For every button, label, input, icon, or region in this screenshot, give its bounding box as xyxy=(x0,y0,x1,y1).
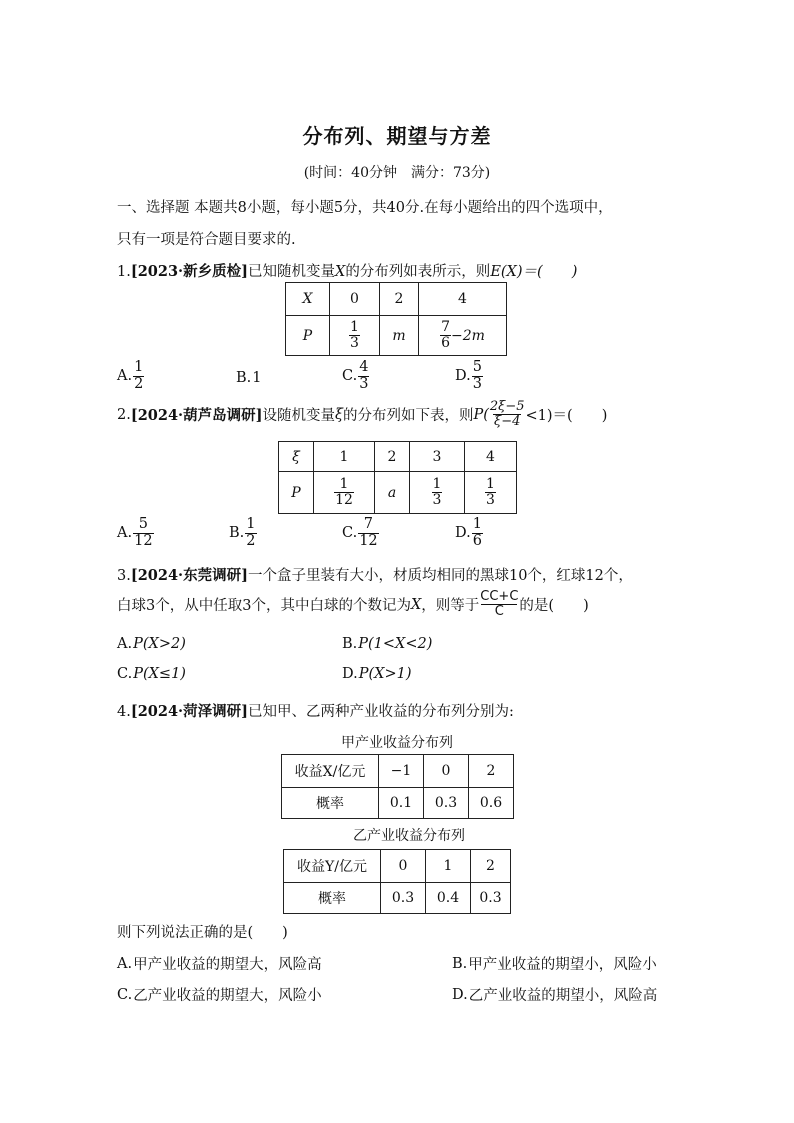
question-4-prompt: 则下列说法正确的是( ) xyxy=(117,925,288,941)
option-d[interactable] xyxy=(452,984,657,1005)
table-cell: 0.3 xyxy=(381,883,426,914)
table-cell xyxy=(330,316,380,356)
fraction xyxy=(349,320,360,352)
fraction-denominator: 12 xyxy=(335,492,353,508)
question-3-stem xyxy=(117,564,633,585)
option-label: D. xyxy=(342,666,358,682)
expectation-expr: E(X)＝( ) xyxy=(490,264,578,280)
table-cell: 1 xyxy=(426,850,471,883)
option-text: 1 xyxy=(252,370,262,386)
question-number: 4. xyxy=(117,704,131,720)
fraction xyxy=(472,517,483,550)
option-text: P(X>2) xyxy=(133,636,186,652)
fraction-denominator: 3 xyxy=(359,375,369,392)
option-c[interactable] xyxy=(117,984,322,1005)
option-a[interactable] xyxy=(117,517,154,550)
option-label: B. xyxy=(236,370,252,386)
fraction-denominator: 2 xyxy=(246,532,256,549)
stem-text: 的是( ) xyxy=(519,598,589,615)
question-1-table xyxy=(285,282,507,356)
question-source: [2024·东莞调研] xyxy=(130,567,248,584)
question-4-stem xyxy=(117,700,514,721)
option-label: A. xyxy=(117,955,133,972)
table-cell: P xyxy=(279,472,314,514)
option-c[interactable] xyxy=(117,666,186,682)
fraction-numerator: 5 xyxy=(472,359,482,375)
stem-text: 设随机变量 xyxy=(262,408,335,425)
table-cell: 0.4 xyxy=(426,883,471,914)
stem-text: ，则等于 xyxy=(421,598,480,615)
fraction-numerator: 1 xyxy=(486,475,495,492)
option-label: C. xyxy=(342,368,358,385)
stem-text: 已知甲、乙两种产业收益的分布列分别为: xyxy=(247,704,514,720)
option-b[interactable] xyxy=(342,636,432,652)
section-heading xyxy=(117,196,613,217)
table-cell: −1 xyxy=(379,755,424,788)
question-4-table-2 xyxy=(283,849,511,914)
table-cell: 收益X/亿元 xyxy=(282,755,379,788)
table-cell: 2 xyxy=(375,442,410,472)
variable: ξ xyxy=(334,406,343,423)
table-cell: 0.3 xyxy=(424,788,469,819)
variable: X xyxy=(410,596,422,613)
option-label: B. xyxy=(229,525,245,542)
question-1-stem xyxy=(117,260,577,281)
table-cell xyxy=(419,316,507,356)
fraction-denominator: 6 xyxy=(472,532,482,549)
option-a[interactable] xyxy=(117,360,144,393)
fraction-numerator: 1 xyxy=(339,475,349,492)
table-cell: 0 xyxy=(424,755,469,788)
fraction xyxy=(472,360,483,393)
option-text: P(X>1) xyxy=(358,666,412,682)
option-text: 甲产业收益的期望大，风险高 xyxy=(133,957,322,973)
fraction-numerator: 1 xyxy=(350,318,359,335)
fraction-denominator: ξ−4 xyxy=(494,414,521,430)
table-cell: 1 xyxy=(314,442,375,472)
table-cell: ξ xyxy=(279,442,314,472)
table-cell: P xyxy=(286,316,330,356)
fraction-numerator: 1 xyxy=(432,475,442,492)
option-text: P(X≤1) xyxy=(133,666,186,682)
fraction-denominator: 6 xyxy=(441,335,450,351)
option-b[interactable] xyxy=(236,370,262,386)
table-cell: 2 xyxy=(380,283,419,316)
option-b[interactable] xyxy=(229,517,257,550)
table-cell: a xyxy=(375,472,410,514)
question-source: [2024·菏泽调研] xyxy=(130,703,248,720)
question-3-stem-line-2 xyxy=(117,590,589,620)
option-label: C. xyxy=(342,525,358,542)
question-number: 3. xyxy=(117,568,131,584)
table-cell: 2 xyxy=(469,755,514,788)
stem-text: 白球3个，从中任取3个，其中白球的个数记为 xyxy=(117,598,411,615)
fraction-denominator: C xyxy=(481,604,517,619)
option-label: A. xyxy=(117,636,133,652)
table-2-caption: 乙产业收益分布列 xyxy=(353,828,465,844)
page-title: 分布列、期望与方差 xyxy=(302,124,492,148)
table-cell: 0.6 xyxy=(469,788,514,819)
table-cell: 收益Y/亿元 xyxy=(284,850,381,883)
fraction-numerator: 2ξ−5 xyxy=(489,399,525,414)
fraction-numerator: 1 xyxy=(246,516,256,532)
table-cell: 0 xyxy=(330,283,380,316)
option-label: D. xyxy=(452,986,468,1003)
option-text: 甲产业收益的期望小，风险小 xyxy=(468,957,657,973)
fraction xyxy=(358,517,378,550)
option-a[interactable] xyxy=(117,953,322,974)
question-source: [2024·葫芦岛调研] xyxy=(130,407,263,425)
option-b[interactable] xyxy=(452,953,657,974)
page-subtitle: (时间：40分钟 满分：73分) xyxy=(303,165,491,181)
table-1-caption: 甲产业收益分布列 xyxy=(341,735,453,751)
fraction-denominator: 12 xyxy=(134,532,153,549)
fraction-numerator: 1 xyxy=(472,516,482,532)
option-a[interactable] xyxy=(117,636,186,652)
table-cell xyxy=(314,472,375,514)
fraction xyxy=(358,360,369,393)
table-cell: m xyxy=(380,316,419,356)
option-text: 乙产业收益的期望大，风险小 xyxy=(133,988,322,1004)
stem-text: 的分布列如下表，则 xyxy=(342,408,474,425)
fraction-numerator: 7 xyxy=(363,516,374,532)
probability-open: P( xyxy=(473,406,489,423)
fraction-denominator: 3 xyxy=(486,492,495,508)
stem-text: 一个盒子里装有大小，材质均相同的黑球10个，红球12个， xyxy=(247,568,633,584)
option-text: 乙产业收益的期望小，风险高 xyxy=(468,988,658,1004)
option-label: C. xyxy=(117,666,133,682)
fraction-denominator: 3 xyxy=(432,492,442,508)
option-c[interactable] xyxy=(342,360,369,393)
section-heading-line-2: 只有一项是符合题目要求的. xyxy=(117,232,296,248)
fraction xyxy=(133,360,144,393)
table-cell: 0 xyxy=(381,850,426,883)
fraction-denominator: 3 xyxy=(472,375,482,392)
table-cell: 0.3 xyxy=(471,883,511,914)
fraction xyxy=(432,477,443,509)
table-cell: X xyxy=(286,283,330,316)
table-cell: 概率 xyxy=(282,788,379,819)
question-source: [2023·新乡质检] xyxy=(130,263,248,280)
fraction-numerator: 4 xyxy=(359,359,369,375)
table-cell xyxy=(465,472,517,514)
table-cell: 4 xyxy=(465,442,517,472)
question-2-table xyxy=(278,441,517,514)
fraction-numerator: 7 xyxy=(441,318,450,335)
option-d[interactable] xyxy=(455,360,483,393)
fraction xyxy=(479,590,519,620)
option-d[interactable] xyxy=(342,666,412,682)
option-label: A. xyxy=(117,525,133,542)
fraction-denominator: 2 xyxy=(134,375,144,392)
question-4-table-1 xyxy=(281,754,514,819)
table-cell: 0.1 xyxy=(379,788,424,819)
question-2-stem xyxy=(117,400,607,430)
table-cell: 2 xyxy=(471,850,511,883)
variable: X xyxy=(334,264,346,280)
fraction xyxy=(334,477,354,509)
fraction-numerator: CC+C xyxy=(480,589,519,604)
stem-text: 已知随机变量 xyxy=(247,264,335,280)
fraction-numerator: 5 xyxy=(138,516,148,532)
question-number: 1. xyxy=(117,264,131,280)
option-label: D. xyxy=(455,368,471,385)
table-cell: 3 xyxy=(410,442,465,472)
probability-close: <1)＝( ) xyxy=(525,408,608,425)
option-label: D. xyxy=(455,525,471,542)
table-cell: 4 xyxy=(419,283,507,316)
section-line-1: 一、选择题 本题共8小题，每小题5分，共40分.在每小题给出的四个选项中， xyxy=(117,200,613,216)
fraction xyxy=(485,477,496,509)
fraction xyxy=(245,517,256,550)
fraction-denominator: 3 xyxy=(350,335,359,351)
option-label: A. xyxy=(117,368,133,385)
fraction xyxy=(133,517,153,550)
fraction xyxy=(440,320,451,352)
option-label: B. xyxy=(452,955,468,972)
question-number: 2. xyxy=(117,406,131,423)
option-text: P(1<X<2) xyxy=(358,636,433,652)
table-cell xyxy=(410,472,465,514)
fraction-denominator: 12 xyxy=(359,532,378,549)
stem-text: 的分布列如表所示，则 xyxy=(345,264,491,280)
option-d[interactable] xyxy=(455,517,483,550)
fraction-numerator: 1 xyxy=(134,359,144,375)
option-c[interactable] xyxy=(342,517,379,550)
expression-tail: −2m xyxy=(451,327,485,344)
fraction xyxy=(489,400,526,430)
option-label: B. xyxy=(342,636,358,652)
option-label: C. xyxy=(117,986,133,1003)
table-cell: 概率 xyxy=(284,883,381,914)
